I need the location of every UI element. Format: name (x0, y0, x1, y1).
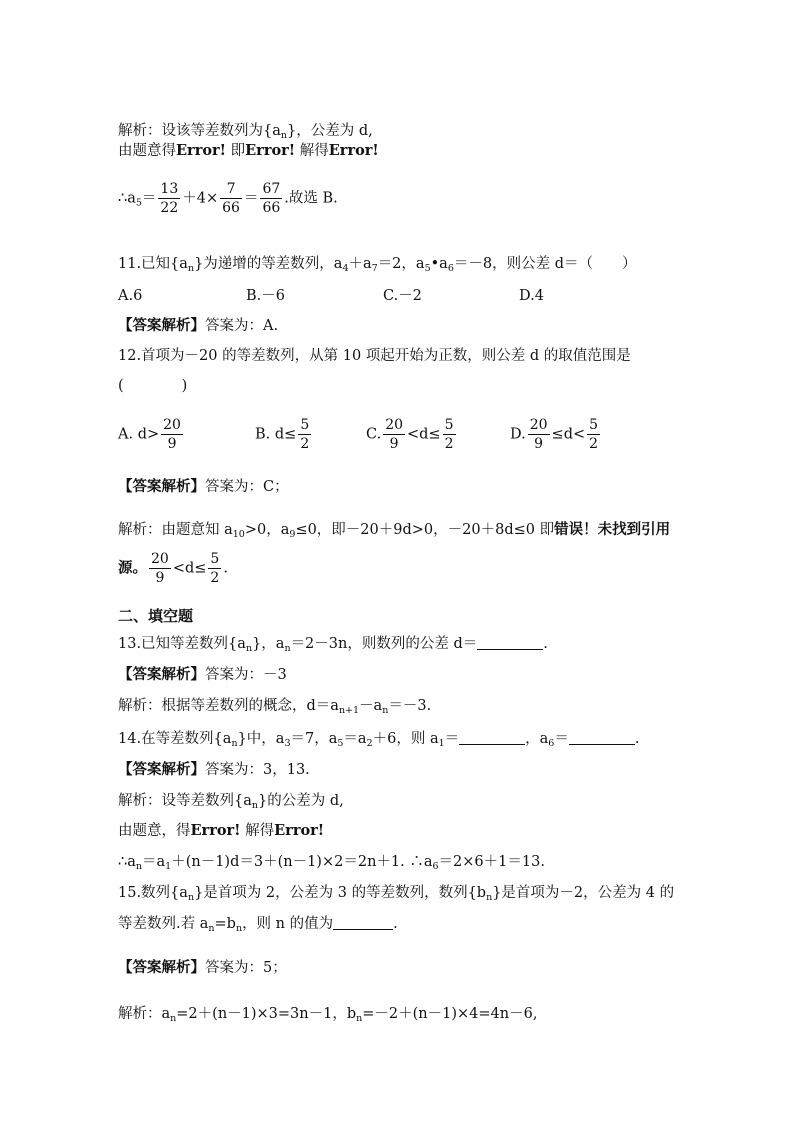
question-14-stem: 14.在等差数列$\{a_n\}$中，$a_3=7$，$a_5=a_2+6$，则 $a_1=$ ，$a_6=$ . (118, 731, 640, 749)
q11-option-c: C.－2 (383, 288, 422, 304)
fraction: $\frac{5}{2}$ (210, 551, 220, 586)
q13-answer: 【答案解析】答案为：－3 (118, 666, 287, 683)
error-ref: Error! (176, 142, 227, 159)
fraction: $\frac{7}{66}$ (222, 181, 240, 216)
answer-blank (333, 915, 393, 930)
section-heading: 二、填空题 (118, 607, 194, 625)
error-ref: Error! (328, 142, 379, 159)
q11-option-b: B.－6 (246, 288, 285, 304)
q14-explanation-line-3: $\therefore a_n=a_1+(n-1)d=3+(n-1)\times 2=2n+1$. $\therefore a_6=2\times 6+1=13$. (118, 854, 545, 872)
q14-explanation-line-1: 解析：设等差数列$\{a_n\}$的公差为 d, (118, 793, 344, 811)
answer-tag: 【答案解析】 (118, 761, 205, 778)
q12-option-c: C. $\frac{20}{9}$ <d≤ $\frac{5}{2}$ (366, 417, 454, 452)
question-15-stem-line-1: 15.数列$\{a_n\}$是首项为 2，公差为 3 的等差数列，数列$\{b_n\}$是首项为－2，公差为 4 的 (118, 885, 675, 903)
q12-explanation-line-1: 解析：由题意知 $a_{10}>0$，$a_9\le 0$，即－20＋9d>0，－20＋8d≤0 即错误！未找到引用 (118, 521, 671, 540)
question-11-stem: 11.已知$\{a_n\}$为递增的等差数列，$a_4+a_7=2$，$a_5•a_6=-8$，则公差 d＝（ ） (118, 256, 637, 274)
q13-explanation: 解析：根据等差数列的概念，$d=a_{n+1}-a_n=-3$. (118, 698, 432, 716)
q11-option-a: A.6 (118, 288, 143, 304)
q12-option-a: A. d> $\frac{20}{9}$ (118, 417, 181, 452)
q14-answer: 【答案解析】答案为：3，13. (118, 761, 310, 778)
fraction: $\frac{20}{9}$ (151, 551, 169, 586)
fraction: $\frac{5}{2}$ (444, 417, 454, 452)
answer-tag: 【答案解析】 (118, 666, 205, 683)
fraction: $\frac{5}{2}$ (589, 417, 599, 452)
question-15-stem-line-2: 等差数列.若 $a_n=b_n$，则 n 的值为 . (118, 916, 398, 934)
fraction: $\frac{5}{2}$ (300, 417, 310, 452)
error-ref: Error! (190, 822, 241, 839)
fraction: $\frac{20}{9}$ (529, 417, 548, 452)
answer-blank (459, 730, 525, 745)
q11-answer: 【答案解析】答案为：A. (118, 317, 279, 334)
q12-option-d: D. $\frac{20}{9}$ ≤d< $\frac{5}{2}$ (510, 417, 599, 452)
analysis-10-line-2: 由题意得Error! 即Error! 解得Error! (118, 142, 379, 159)
question-12-paren: ( ) (118, 378, 188, 394)
fraction: $\frac{13}{22}$ (160, 181, 179, 216)
error-ref: 源。 (118, 559, 147, 577)
q11-option-d: D.4 (519, 288, 544, 304)
error-ref: 错误！未找到引用 (554, 521, 671, 538)
q12-answer: 【答案解析】答案为：C； (118, 478, 289, 495)
q12-explanation-line-2: 源。 $\frac{20}{9}$ <d≤ $\frac{5}{2}$ . (118, 551, 228, 586)
q15-answer: 【答案解析】答案为：5； (118, 959, 287, 976)
fraction: $\frac{67}{66}$ (262, 181, 281, 216)
analysis-10-line-1: 解析：设该等差数列为$\{a_n\}$，公差为 d, (118, 123, 373, 141)
q14-explanation-line-2: 由题意，得Error! 解得Error! (118, 822, 325, 839)
answer-tag: 【答案解析】 (118, 317, 205, 334)
error-ref: Error! (274, 822, 325, 839)
answer-tag: 【答案解析】 (118, 959, 205, 976)
answer-blank (477, 635, 543, 650)
q12-option-b: B. d≤ $\frac{5}{2}$ (255, 417, 310, 452)
question-13-stem: 13.已知等差数列$\{a_n\}$，$a_n=2-3n$，则数列的公差 d＝ . (118, 636, 548, 654)
analysis-10-line-3: $\therefore a_5=$ $\frac{13}{22}$ ＋4× $\frac{7}{66}$ ＝ $\frac{67}{66}$ .故选 B. (118, 181, 338, 216)
error-ref: Error! (245, 142, 296, 159)
fraction: $\frac{20}{9}$ (163, 417, 181, 452)
q15-explanation: 解析：$a_n=2+(n-1)\times 3=3n-1$，$b_n=-2+(n-1)\times 4=4n-6$, (118, 1006, 538, 1024)
question-12-stem: 12.首项为－20 的等差数列，从第 10 项起开始为正数，则公差 d 的取值范围是 (118, 348, 631, 364)
fraction: $\frac{20}{9}$ (385, 417, 404, 452)
answer-tag: 【答案解析】 (118, 478, 205, 495)
answer-blank (569, 730, 635, 745)
